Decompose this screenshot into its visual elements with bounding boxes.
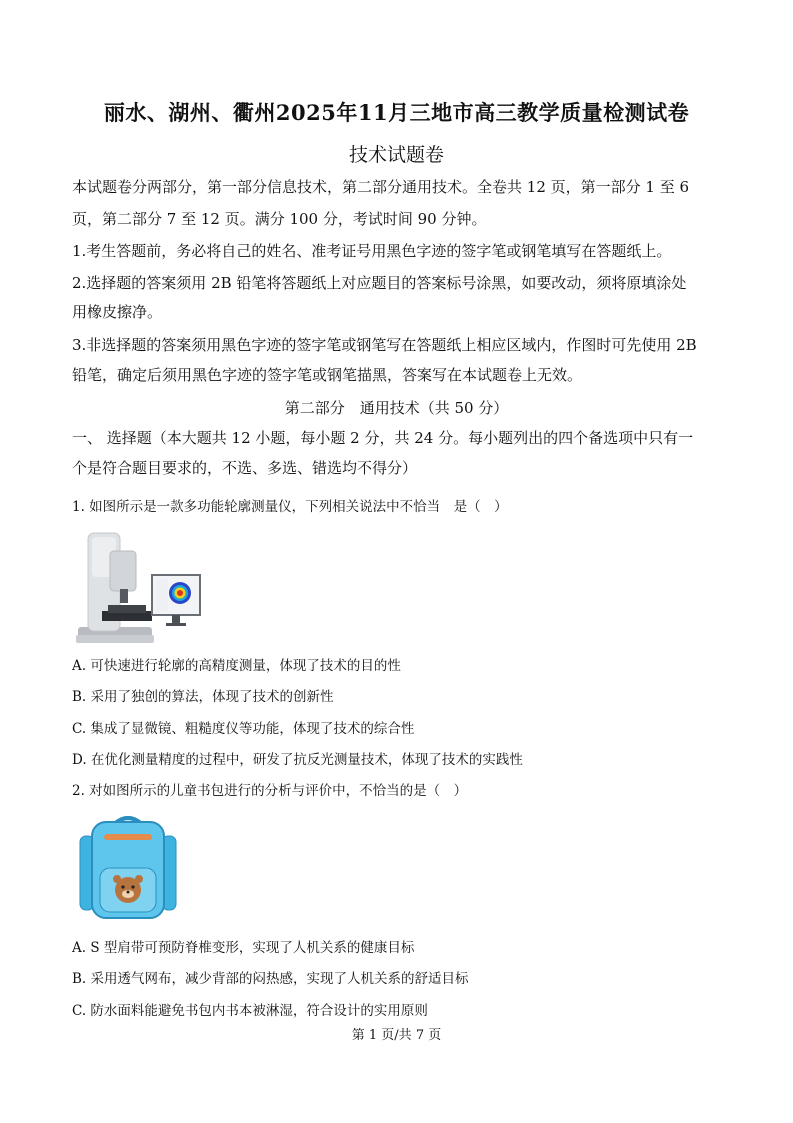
question-2-option-c: C. 防水面料能避免书包内书本被淋湿，符合设计的实用原则 <box>72 1003 428 1019</box>
page-footer: 第 1 页/共 7 页 <box>351 1028 442 1043</box>
profile-measuring-instrument-image <box>74 527 204 645</box>
note-2-line-2: 用橡皮擦净。 <box>72 303 163 321</box>
question-1-option-d: D. 在优化测量精度的过程中，研发了抗反光测量技术，体现了技术的实践性 <box>72 752 523 768</box>
question-2-stem: 2. 对如图所示的儿童书包进行的分析与评价中，不恰当的是（ ） <box>72 783 468 799</box>
question-1-option-a: A. 可快速进行轮廓的高精度测量，体现了技术的目的性 <box>72 658 401 674</box>
question-2-option-b: B. 采用透气网布，减少背部的闷热感，实现了人机关系的舒适目标 <box>72 971 469 987</box>
intro-line-2: 页，第二部分 7 至 12 页。满分 100 分，考试时间 90 分钟。 <box>72 210 487 228</box>
question-1-option-c: C. 集成了显微镜、粗糙度仪等功能，体现了技术的综合性 <box>72 721 415 737</box>
children-backpack-image <box>76 814 180 924</box>
question-1-option-b: B. 采用了独创的算法，体现了技术的创新性 <box>72 689 334 705</box>
page-title: 丽水、湖州、衢州2025年11月三地市高三教学质量检测试卷 <box>103 100 690 125</box>
question-1-stem: 1. 如图所示是一款多功能轮廓测量仪，下列相关说法中不恰当 是（ ） <box>72 499 508 515</box>
question-2-option-a: A. S 型肩带可预防脊椎变形，实现了人机关系的健康目标 <box>72 940 415 956</box>
intro-line-1: 本试题卷分两部分，第一部分信息技术，第二部分通用技术。全卷共 12 页，第一部分 1 至 6 <box>72 178 690 196</box>
part1-instructions-line-1: 一、 选择题（本大题共 12 小题，每小题 2 分，共 24 分。每小题列出的四个备选项中只有一 <box>72 429 694 447</box>
note-3-line-1: 3.非选择题的答案须用黑色字迹的签字笔或钢笔写在答题纸上相应区域内，作图时可先使用 2B <box>72 336 697 354</box>
note-1: 1.考生答题前，务必将自己的姓名、准考证号用黑色字迹的签字笔或钢笔填写在答题纸上。 <box>72 242 672 260</box>
part1-instructions-line-2: 个是符合题目要求的，不选、多选、错选均不得分） <box>72 459 418 477</box>
section-heading: 第二部分 通用技术（共 50 分） <box>284 399 509 417</box>
note-3-line-2: 铅笔，确定后须用黑色字迹的签字笔或钢笔描黑，答案写在本试题卷上无效。 <box>72 366 583 384</box>
note-2-line-1: 2.选择题的答案须用 2B 铅笔将答题纸上对应题目的答案标号涂黑，如要改动，须将原填涂处 <box>72 274 687 292</box>
page-subtitle: 技术试题卷 <box>348 144 444 166</box>
